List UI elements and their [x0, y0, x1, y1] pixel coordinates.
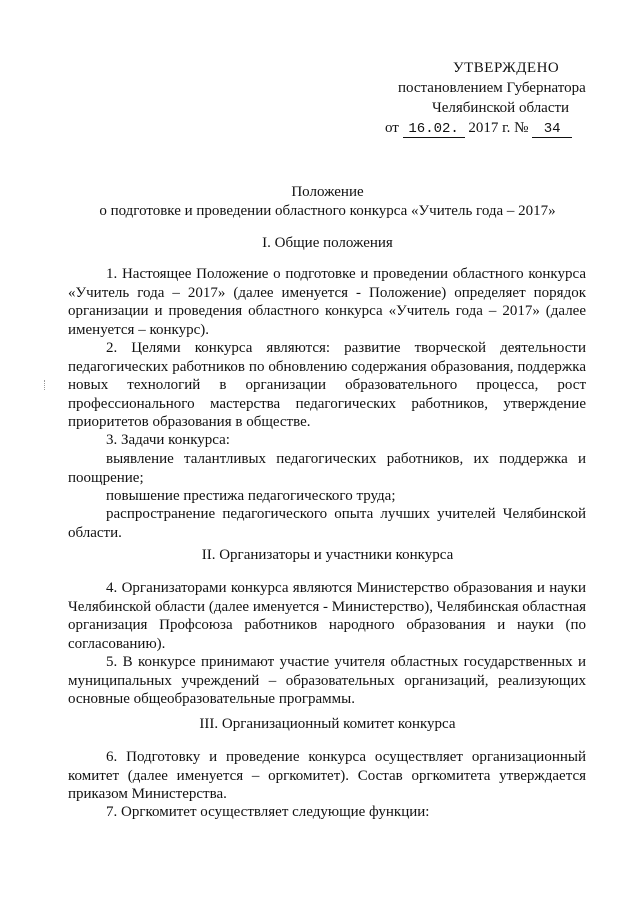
paragraph-4: выявление талантливых педагогических работников, их поддержка и поощрение;: [68, 451, 586, 486]
approval-year: 2017 г. №: [468, 120, 529, 136]
section-heading-2: II. Организаторы и участники конкурса: [201, 547, 454, 563]
approval-date: 16.02.: [403, 121, 465, 138]
paragraph-5: повышение престижа педагогического труда;: [106, 488, 396, 504]
approval-prefix: от: [385, 120, 399, 136]
approval-line-2: Челябинской области: [432, 100, 570, 116]
section-heading-1: I. Общие положения: [262, 235, 393, 251]
section-heading-3: III. Организационный комитет конкурса: [199, 716, 456, 732]
approval-header: УТВЕРЖДЕНО: [453, 60, 560, 76]
margin-mark: [44, 380, 47, 390]
approval-number: 34: [532, 121, 572, 138]
paragraph-9: 6. Подготовку и проведение конкурса осуществляет организационный комитет (далее именуется – оргкомитет). Состав оргкомитета утверждается приказом Министерства.: [68, 749, 586, 802]
approval-block: [385, 58, 600, 138]
paragraph-7: 4. Организаторами конкурса являются Министерство образования и науки Челябинской области (далее именуется - Министерство), Челябинская областная организация Профсоюза работников народного образования и науки (по согласованию).: [68, 580, 586, 652]
approval-date-line: [385, 118, 600, 138]
approval-line-1: постановлением Губернатора: [398, 80, 586, 96]
paragraph-1: 1. Настоящее Положение о подготовке и проведении областного конкурса «Учитель года – 2017» (далее именуется - Положение) определяет порядок организации и проведения областного конкурса «Учитель года – 2017» (далее именуется – конкурс).: [68, 266, 586, 338]
paragraph-2: 2. Целями конкурса являются: развитие творческой деятельности педагогических работников по обновлению содержания образования, поддержка новых технологий в организации образовательного процесса, рост профессионального мастерства педагогических работников, утверждение приоритетов образования в обществе.: [68, 340, 586, 430]
document-title: Положение: [291, 184, 364, 200]
paragraph-8: 5. В конкурсе принимают участие учителя областных государственных и муниципальных учреждений – образовательных организаций, реализующих основные общеобразовательные программы.: [68, 654, 586, 707]
document-subtitle: о подготовке и проведении областного конкурса «Учитель года – 2017»: [99, 203, 556, 219]
paragraph-3: 3. Задачи конкурса:: [106, 432, 230, 448]
paragraph-10: 7. Оргкомитет осуществляет следующие функции:: [106, 804, 430, 820]
paragraph-6: распространение педагогического опыта лучших учителей Челябинской области.: [68, 506, 586, 541]
